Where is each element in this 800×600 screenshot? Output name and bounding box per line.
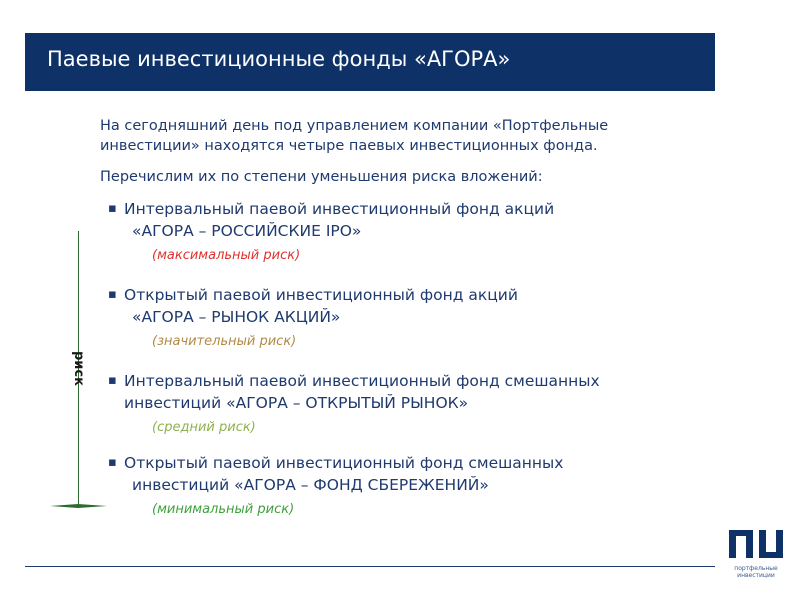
risk-level-medium: (средний риск)	[152, 420, 256, 435]
risk-level-max: (максимальный риск)	[152, 248, 301, 263]
fund-name-line-2: инвестиций «АГОРА – ФОНД СБЕРЕЖЕНИЙ»	[132, 476, 489, 494]
fund-name-line-1: Открытый паевой инвестиционный фонд смешанных	[124, 454, 564, 472]
intro-paragraph	[100, 116, 608, 156]
intro-line-1: На сегодняшний день под управлением компании «Портфельные	[100, 118, 609, 134]
fund-item-savings	[108, 452, 564, 519]
fund-name-line-1: Интервальный паевой инвестиционный фонд акций	[124, 200, 555, 218]
fund-name-line-2: «АГОРА – РЫНОК АКЦИЙ»	[132, 308, 341, 326]
fund-name-line-1: Открытый паевой инвестиционный фонд акций	[124, 286, 518, 304]
fund-item-russian-ipo	[108, 198, 555, 265]
risk-scale-base	[50, 504, 107, 508]
fund-item-open-market	[108, 370, 600, 437]
risk-level-significant: (значительный риск)	[152, 334, 297, 349]
intro-list-lead: Перечислим их по степени уменьшения риска вложений:	[100, 169, 543, 185]
fund-name-line-2: «АГОРА – РОССИЙСКИЕ IPO»	[132, 222, 362, 240]
bullet-icon: ▪	[108, 201, 117, 216]
bullet-icon: ▪	[108, 287, 117, 302]
slide-title: Паевые инвестиционные фонды «АГОРА»	[47, 47, 511, 71]
logo-caption	[725, 565, 787, 579]
intro-line-2: инвестиции» находятся четыре паевых инвестиционных фонда.	[100, 138, 598, 154]
bullet-icon: ▪	[108, 373, 117, 388]
fund-item-stock-market	[108, 284, 518, 351]
title-bar	[25, 33, 715, 91]
bullet-icon: ▪	[108, 455, 117, 470]
risk-level-min: (минимальный риск)	[152, 502, 295, 517]
fund-name-line-2: инвестиций «АГОРА – ОТКРЫТЫЙ РЫНОК»	[124, 394, 469, 412]
logo-caption-line-2: инвестиции	[737, 572, 775, 579]
fund-name-line-1: Интервальный паевой инвестиционный фонд смешанных	[124, 372, 600, 390]
risk-scale-label: риск	[71, 351, 86, 386]
footer-divider	[25, 566, 715, 567]
logo-caption-line-1: портфельные	[734, 565, 778, 572]
